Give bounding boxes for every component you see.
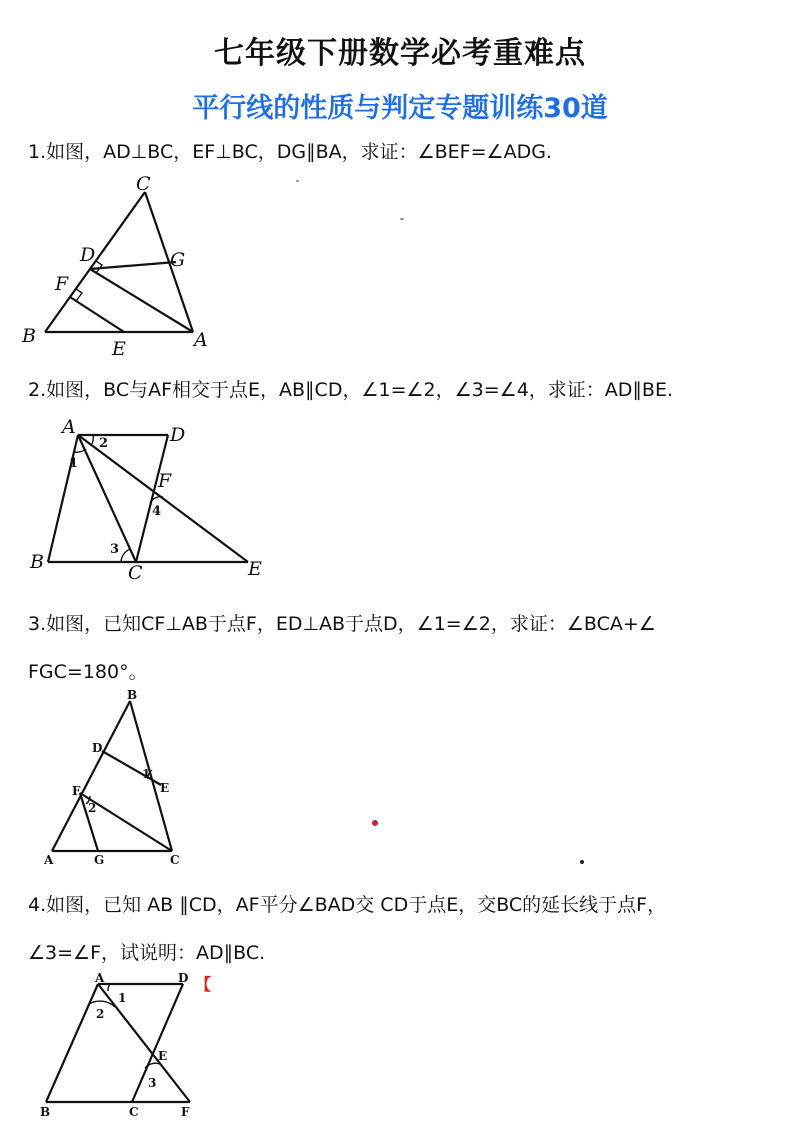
label-f: F (158, 470, 172, 492)
label-a: A (194, 329, 208, 351)
label-f: F (181, 1105, 190, 1119)
label-e: E (112, 338, 126, 360)
label-e: E (158, 1049, 168, 1063)
problem-2-text: 2.如图，BC与AF相交于点E，AB∥CD，∠1=∠2，∠3=∠4，求证：AD∥BE. (28, 379, 673, 401)
label-f: F (72, 784, 81, 798)
label-a: A (62, 416, 76, 438)
angle-1-label: 1 (69, 456, 79, 471)
problem-1-figure (0, 170, 260, 365)
angle-1-label: 1 (118, 991, 127, 1005)
angle-1-label: 1 (142, 767, 151, 781)
scan-speck (372, 820, 378, 826)
label-c: C (128, 562, 143, 584)
scan-speck (400, 218, 404, 220)
label-b: B (30, 551, 44, 573)
label-c: C (129, 1105, 139, 1119)
problem-3-text-line-2: FGC=180°。 (28, 661, 148, 683)
angle-2-label: 2 (88, 801, 97, 815)
page-title: 七年级下册数学必考重难点 (214, 36, 586, 71)
problem-3-text-line-1: 3.如图，已知CF⊥AB于点F，ED⊥AB于点D，∠1=∠2，求证：∠BCA+∠ (28, 613, 656, 635)
angle-3-label: 3 (110, 542, 120, 557)
label-b: B (40, 1105, 51, 1119)
problem-1-text: 1.如图，AD⊥BC，EF⊥BC，DG∥BA，求证：∠BEF=∠ADG. (28, 141, 552, 163)
problem-4-figure (0, 965, 220, 1136)
angle-3-label: 3 (148, 1076, 157, 1090)
scan-speck (580, 860, 584, 864)
page-subtitle: 平行线的性质与判定专题训练30道 (192, 93, 608, 124)
problem-4-text-line-2: ∠3=∠F，试说明：AD∥BC. (28, 942, 266, 964)
label-b: B (127, 688, 138, 702)
problem-2-figure (0, 415, 280, 590)
angle-2-label: 2 (96, 1007, 105, 1021)
label-c: C (170, 853, 180, 867)
label-g: G (170, 249, 186, 271)
angle-4-label: 4 (152, 504, 162, 519)
problem-3-figure (0, 688, 220, 873)
label-d: D (178, 971, 189, 985)
label-e: E (160, 781, 170, 795)
red-bracket-mark: 【 (195, 975, 212, 994)
label-f: F (55, 273, 69, 295)
angle-2-label: 2 (99, 436, 109, 451)
label-d: D (92, 741, 103, 755)
label-b: B (22, 325, 36, 347)
scan-speck (296, 180, 299, 182)
label-g: G (94, 853, 105, 867)
problem-4-text-line-1: 4.如图，已知 AB ∥CD，AF平分∠BAD交 CD于点E，交BC的延长线于点F， (28, 894, 667, 916)
label-a: A (95, 971, 105, 985)
label-d: D (170, 424, 186, 446)
label-d: D (80, 244, 96, 266)
label-c: C (136, 173, 151, 195)
label-a: A (44, 853, 54, 867)
label-e: E (248, 558, 262, 580)
